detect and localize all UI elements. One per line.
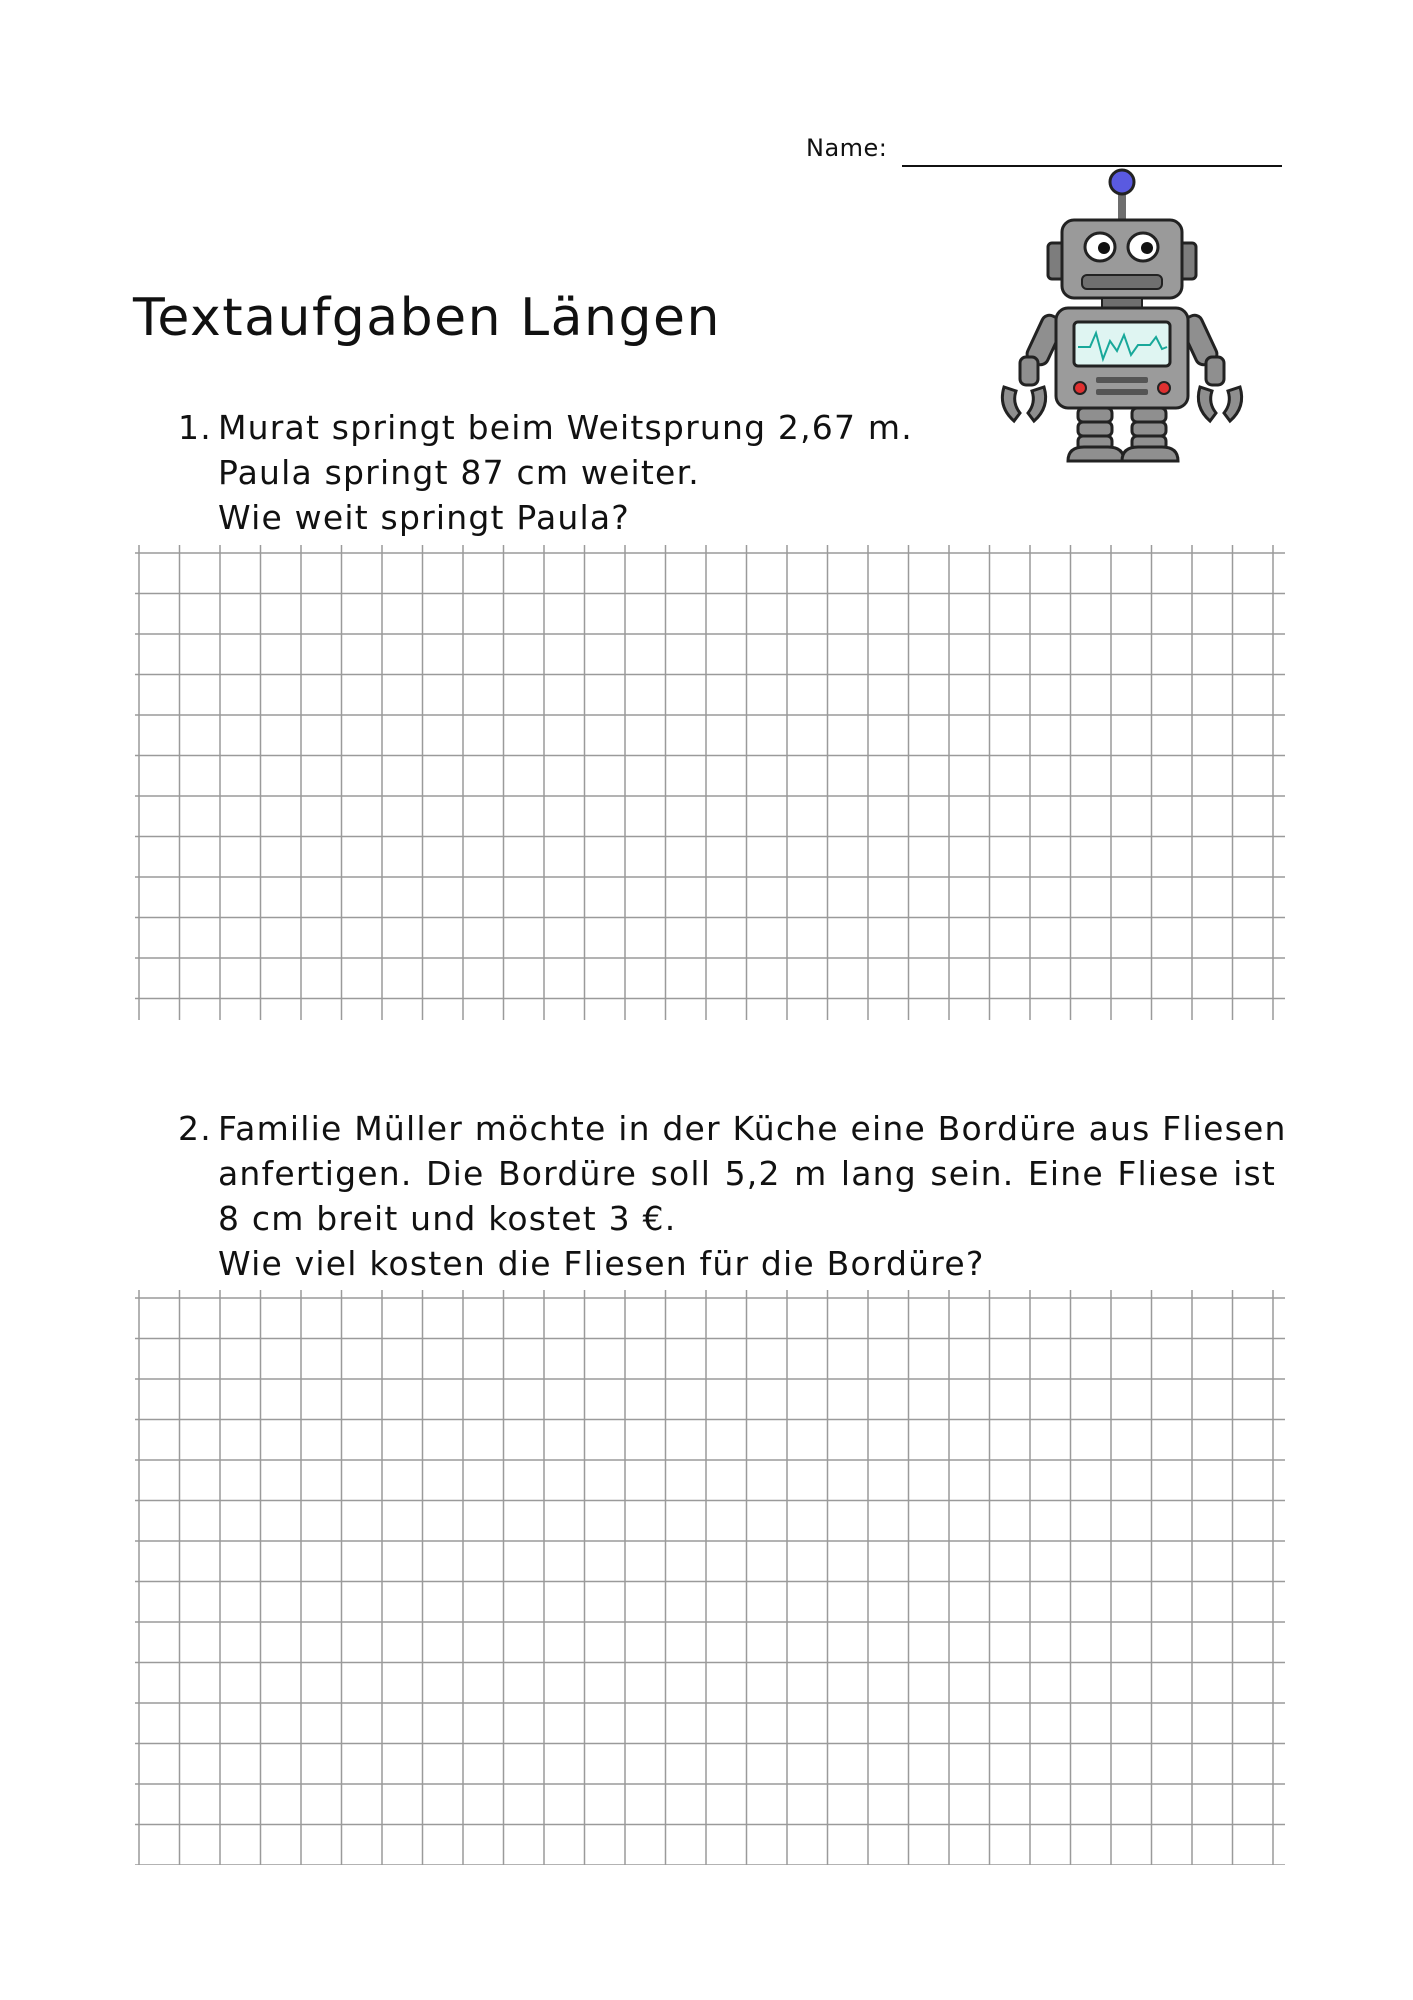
task-text-line: Murat springt beim Weitsprung 2,67 m. <box>218 408 913 447</box>
answer-grid-1[interactable] <box>135 545 1285 1020</box>
task-text-line: Wie viel kosten die Fliesen für die Bordüre? <box>218 1244 985 1283</box>
task-text-line: Familie Müller möchte in der Küche eine Bordüre aus Fliesen <box>218 1109 1287 1148</box>
robot-icon <box>990 165 1270 469</box>
task-number: 2. <box>178 1109 212 1148</box>
name-label: Name: <box>806 134 888 162</box>
task-text-line: anfertigen. Die Bordüre soll 5,2 m lang sein. Eine Fliese ist <box>218 1154 1276 1193</box>
task-number: 1. <box>178 408 212 447</box>
task-text-line: 8 cm breit und kostet 3 €. <box>218 1199 677 1238</box>
answer-grid-2[interactable] <box>135 1290 1285 1865</box>
task-text-line: Wie weit springt Paula? <box>218 498 630 537</box>
page-title: Textaufgaben Längen <box>133 288 721 348</box>
task-text-line: Paula springt 87 cm weiter. <box>218 453 700 492</box>
